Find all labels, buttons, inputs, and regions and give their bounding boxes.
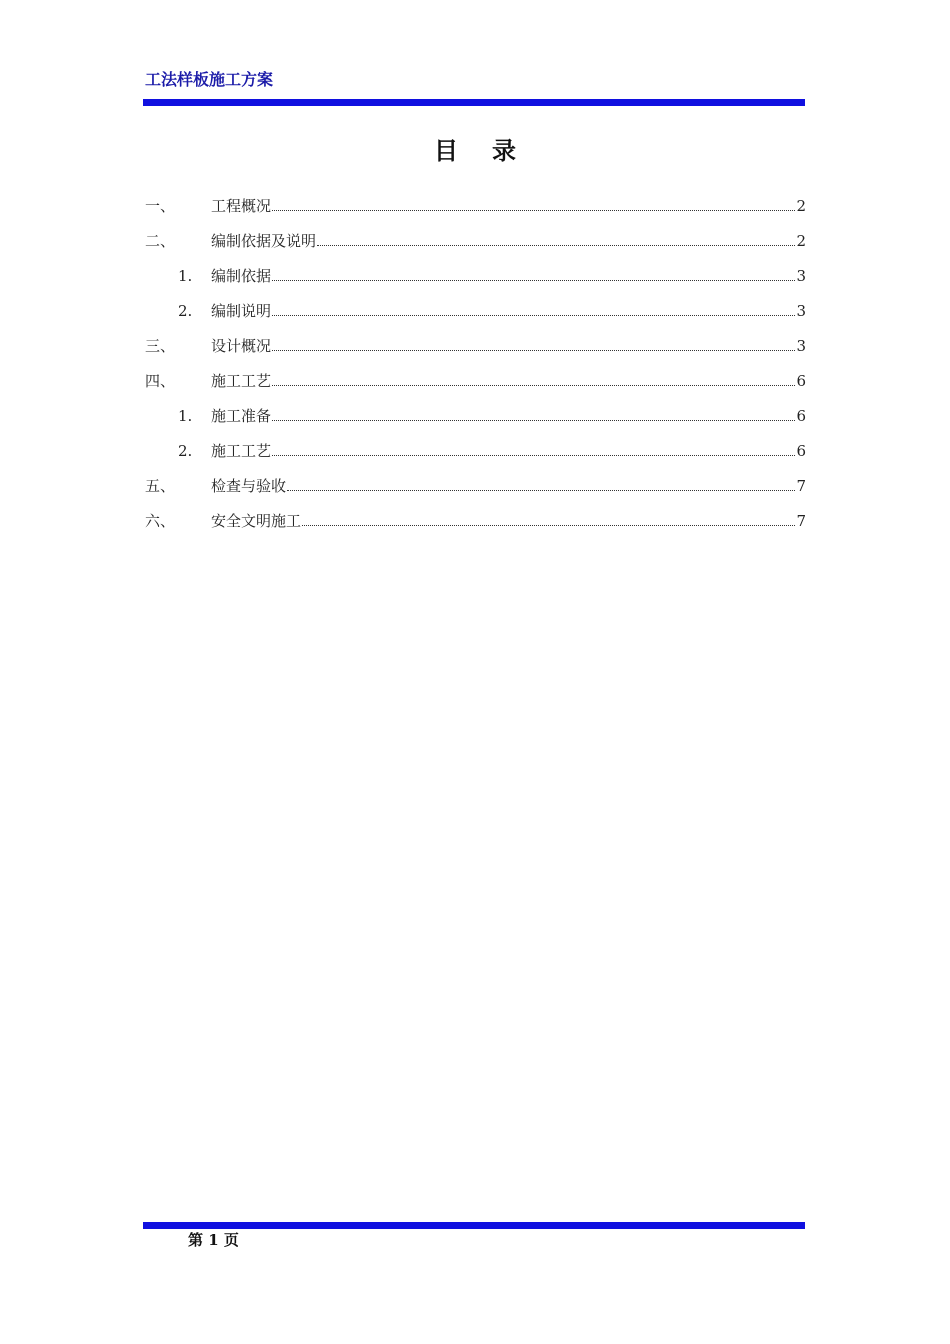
toc-entry-sheji-gaikuang[interactable] xyxy=(145,328,806,363)
toc-title-char-2: 录 xyxy=(492,136,516,165)
toc-entry-title: 编制依据及说明 xyxy=(211,231,317,250)
header-rule xyxy=(143,99,805,106)
toc-entry-title: 设计概况 xyxy=(211,336,272,355)
toc-entry-page: 3 xyxy=(796,336,806,355)
toc-dot-leader xyxy=(272,454,795,456)
toc-dot-leader xyxy=(272,349,795,351)
toc-dot-leader xyxy=(272,384,795,386)
footer-page-number: 第 1 页 xyxy=(188,1231,239,1249)
toc-entry-anquan-wenming-shigong[interactable] xyxy=(145,503,806,538)
toc-entry-number: 一、 xyxy=(145,196,176,215)
toc-dot-leader xyxy=(317,244,795,246)
toc-entry-title: 施工工艺 xyxy=(211,441,272,460)
toc-entry-title: 施工工艺 xyxy=(211,371,272,390)
toc-entry-jiancha-yu-yanshou[interactable] xyxy=(145,468,806,503)
toc-entry-bianzhi-shuoming[interactable] xyxy=(145,293,806,328)
toc-entry-number: 2. xyxy=(178,301,193,320)
footer-rule xyxy=(143,1222,805,1229)
toc-entry-shigong-gongyi-sub[interactable] xyxy=(145,433,806,468)
toc-entry-shigong-gongyi[interactable] xyxy=(145,363,806,398)
header-title: 工法样板施工方案 xyxy=(145,70,274,89)
toc-title xyxy=(0,136,950,166)
toc-dot-leader xyxy=(302,524,795,526)
toc-title-char-1: 目 xyxy=(434,136,458,165)
table-of-contents xyxy=(145,188,806,538)
toc-entry-title: 施工准备 xyxy=(211,406,272,425)
toc-entry-number: 1. xyxy=(178,406,193,425)
toc-dot-leader xyxy=(287,489,795,491)
toc-entry-number: 五、 xyxy=(145,476,176,495)
toc-entry-title: 检查与验收 xyxy=(211,476,287,495)
toc-dot-leader xyxy=(272,314,795,316)
toc-entry-page: 6 xyxy=(796,441,806,460)
toc-entry-bianzhi-yiju-ji-shuoming[interactable] xyxy=(145,223,806,258)
toc-entry-title: 安全文明施工 xyxy=(211,511,302,530)
toc-entry-title: 编制说明 xyxy=(211,301,272,320)
toc-entry-title: 编制依据 xyxy=(211,266,272,285)
toc-entry-number: 二、 xyxy=(145,231,176,250)
toc-entry-gongcheng-gaikuang[interactable] xyxy=(145,188,806,223)
toc-entry-page: 6 xyxy=(796,406,806,425)
toc-entry-page: 2 xyxy=(796,231,806,250)
toc-entry-page: 7 xyxy=(796,511,806,530)
toc-entry-page: 7 xyxy=(796,476,806,495)
toc-entry-page: 2 xyxy=(796,196,806,215)
toc-dot-leader xyxy=(272,419,795,421)
toc-entry-page: 3 xyxy=(796,301,806,320)
toc-dot-leader xyxy=(272,209,795,211)
toc-dot-leader xyxy=(272,279,795,281)
toc-entry-bianzhi-yiju[interactable] xyxy=(145,258,806,293)
toc-entry-number: 四、 xyxy=(145,371,176,390)
toc-entry-page: 6 xyxy=(796,371,806,390)
toc-entry-number: 1. xyxy=(178,266,193,285)
toc-entry-page: 3 xyxy=(796,266,806,285)
toc-entry-title: 工程概况 xyxy=(211,196,272,215)
toc-entry-shigong-zhunbei[interactable] xyxy=(145,398,806,433)
toc-entry-number: 三、 xyxy=(145,336,176,355)
toc-entry-number: 2. xyxy=(178,441,193,460)
toc-entry-number: 六、 xyxy=(145,511,176,530)
